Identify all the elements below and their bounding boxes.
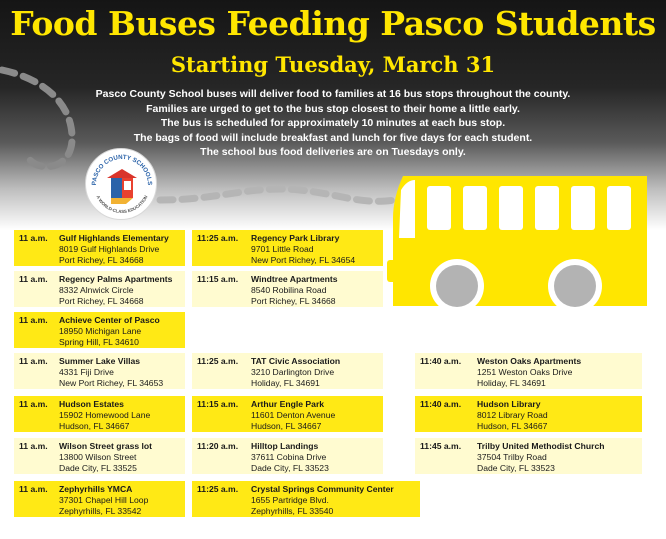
stop-name: Crystal Springs Community Center xyxy=(251,484,394,494)
stop-time: 11:25 a.m. xyxy=(197,233,239,243)
logo-org-text: PASCO COUNTY SCHOOLS xyxy=(90,153,154,186)
stop-time: 11:40 a.m. xyxy=(420,399,462,409)
stop-address: 8332 Alnwick Circle xyxy=(59,285,134,296)
intro-line: The bags of food will include breakfast and lunch for five days for each student. xyxy=(133,131,533,144)
intro-line: Families are urged to get to the bus stop closest to their home a little early. xyxy=(146,102,520,115)
bus-stop-card xyxy=(14,271,185,307)
stop-time: 11 a.m. xyxy=(19,484,48,494)
stop-time: 11 a.m. xyxy=(19,441,48,451)
bus-stop-card xyxy=(415,438,642,474)
bus-stop-card xyxy=(14,481,185,517)
bus-stop-card xyxy=(192,353,383,389)
stop-city: New Port Richey, FL 34654 xyxy=(251,255,356,266)
bus-stop-card xyxy=(192,271,383,307)
stop-address: 1655 Partridge Blvd. xyxy=(251,495,329,506)
stop-address: 8012 Library Road xyxy=(477,410,548,421)
stop-city: Hudson, FL 34667 xyxy=(251,421,322,432)
stop-city: Dade City, FL 33523 xyxy=(477,463,555,474)
stop-name: Regency Palms Apartments xyxy=(59,274,173,284)
bus-stop-card xyxy=(415,353,642,389)
stop-name: Achieve Center of Pasco xyxy=(59,315,160,325)
stop-address: 15902 Homewood Lane xyxy=(59,410,151,421)
stop-address: 4331 Fiji Drive xyxy=(59,367,114,378)
bus-stop-card xyxy=(192,230,383,266)
stop-time: 11 a.m. xyxy=(19,233,48,243)
stop-address: 8540 Robilina Road xyxy=(251,285,327,296)
stop-address: 37611 Cobina Drive xyxy=(251,452,327,463)
page-subtitle: Starting Tuesday, March 31 xyxy=(170,52,496,77)
stop-name: Wilson Street grass lot xyxy=(59,441,153,451)
bus-stop-card xyxy=(14,396,185,432)
bus-stop-card xyxy=(192,438,383,474)
stop-address: 18950 Michigan Lane xyxy=(59,326,142,337)
stop-city: Hudson, FL 34667 xyxy=(477,421,548,432)
stop-time: 11 a.m. xyxy=(19,274,48,284)
stop-city: Zephyrhills, FL 33542 xyxy=(59,506,142,517)
intro-line: Pasco County School buses will deliver food to families at 16 bus stops throughout the county. xyxy=(95,88,571,100)
stop-city: Holiday, FL 34691 xyxy=(477,378,546,389)
stop-name: TAT Civic Association xyxy=(251,356,341,366)
stop-time: 11:25 a.m. xyxy=(197,484,239,494)
stop-address: 37301 Chapel Hill Loop xyxy=(59,495,149,506)
stop-city: Dade City, FL 33523 xyxy=(251,463,329,474)
bus-stop-card xyxy=(14,230,185,266)
stop-name: Gulf Highlands Elementary xyxy=(59,233,169,243)
stop-time: 11:20 a.m. xyxy=(197,441,239,451)
intro-line: The bus is scheduled for approximately 10 minutes at each bus stop. xyxy=(160,117,506,130)
stop-time: 11 a.m. xyxy=(19,315,48,325)
stop-city: Zephyrhills, FL 33540 xyxy=(251,506,334,517)
stop-name: Arthur Engle Park xyxy=(251,399,325,409)
stop-address: 1251 Weston Oaks Drive xyxy=(477,367,573,378)
bus-stop-card xyxy=(192,481,420,517)
stop-time: 11:45 a.m. xyxy=(420,441,462,451)
stop-city: Holiday, FL 34691 xyxy=(251,378,320,389)
stop-time: 11:15 a.m. xyxy=(197,399,239,409)
stop-time: 11 a.m. xyxy=(19,356,48,366)
stop-name: Windtree Apartments xyxy=(251,274,338,284)
bus-stop-card xyxy=(14,438,185,474)
stop-address: 9701 Little Road xyxy=(251,244,314,255)
stop-city: Port Richey, FL 34668 xyxy=(59,255,144,266)
stop-time: 11:15 a.m. xyxy=(197,274,239,284)
stop-time: 11:25 a.m. xyxy=(197,356,239,366)
stop-name: Hudson Estates xyxy=(59,399,124,409)
stop-name: Trilby United Methodist Church xyxy=(477,441,605,451)
page-title: Food Buses Feeding Pasco Students xyxy=(10,4,656,43)
stop-name: Hudson Library xyxy=(477,399,541,409)
school-bus-icon xyxy=(385,168,655,333)
stop-city: Port Richey, FL 34668 xyxy=(59,296,144,307)
intro-line: The school bus food deliveries are on Tuesdays only. xyxy=(200,146,466,159)
stop-name: Zephyrhills YMCA xyxy=(59,484,133,494)
stop-name: Weston Oaks Apartments xyxy=(477,356,582,366)
stop-city: New Port Richey, FL 34653 xyxy=(59,378,164,389)
stop-name: Hilltop Landings xyxy=(251,441,319,451)
bus-stop-card xyxy=(192,396,383,432)
stop-address: 3210 Darlington Drive xyxy=(251,367,335,378)
bus-stop-card xyxy=(14,312,185,348)
bus-stop-card xyxy=(415,396,642,432)
stop-address: 37504 Trilby Road xyxy=(477,452,547,463)
stop-name: Regency Park Library xyxy=(251,233,340,243)
stop-time: 11:40 a.m. xyxy=(420,356,462,366)
stop-city: Port Richey, FL 34668 xyxy=(251,296,336,307)
stop-name: Summer Lake Villas xyxy=(59,356,141,366)
stop-address: 11601 Denton Avenue xyxy=(251,410,336,421)
stop-address: 13800 Wilson Street xyxy=(59,452,137,463)
logo-tagline-text: A WORLD-CLASS EDUCATION xyxy=(95,194,149,215)
stop-time: 11 a.m. xyxy=(19,399,48,409)
stop-city: Spring Hill, FL 34610 xyxy=(59,337,139,348)
bus-stop-card xyxy=(14,353,185,389)
stop-city: Hudson, FL 34667 xyxy=(59,421,130,432)
stop-address: 8019 Gulf Highlands Drive xyxy=(59,244,160,255)
stop-city: Dade City, FL 33525 xyxy=(59,463,137,474)
pasco-schools-logo xyxy=(85,148,157,220)
